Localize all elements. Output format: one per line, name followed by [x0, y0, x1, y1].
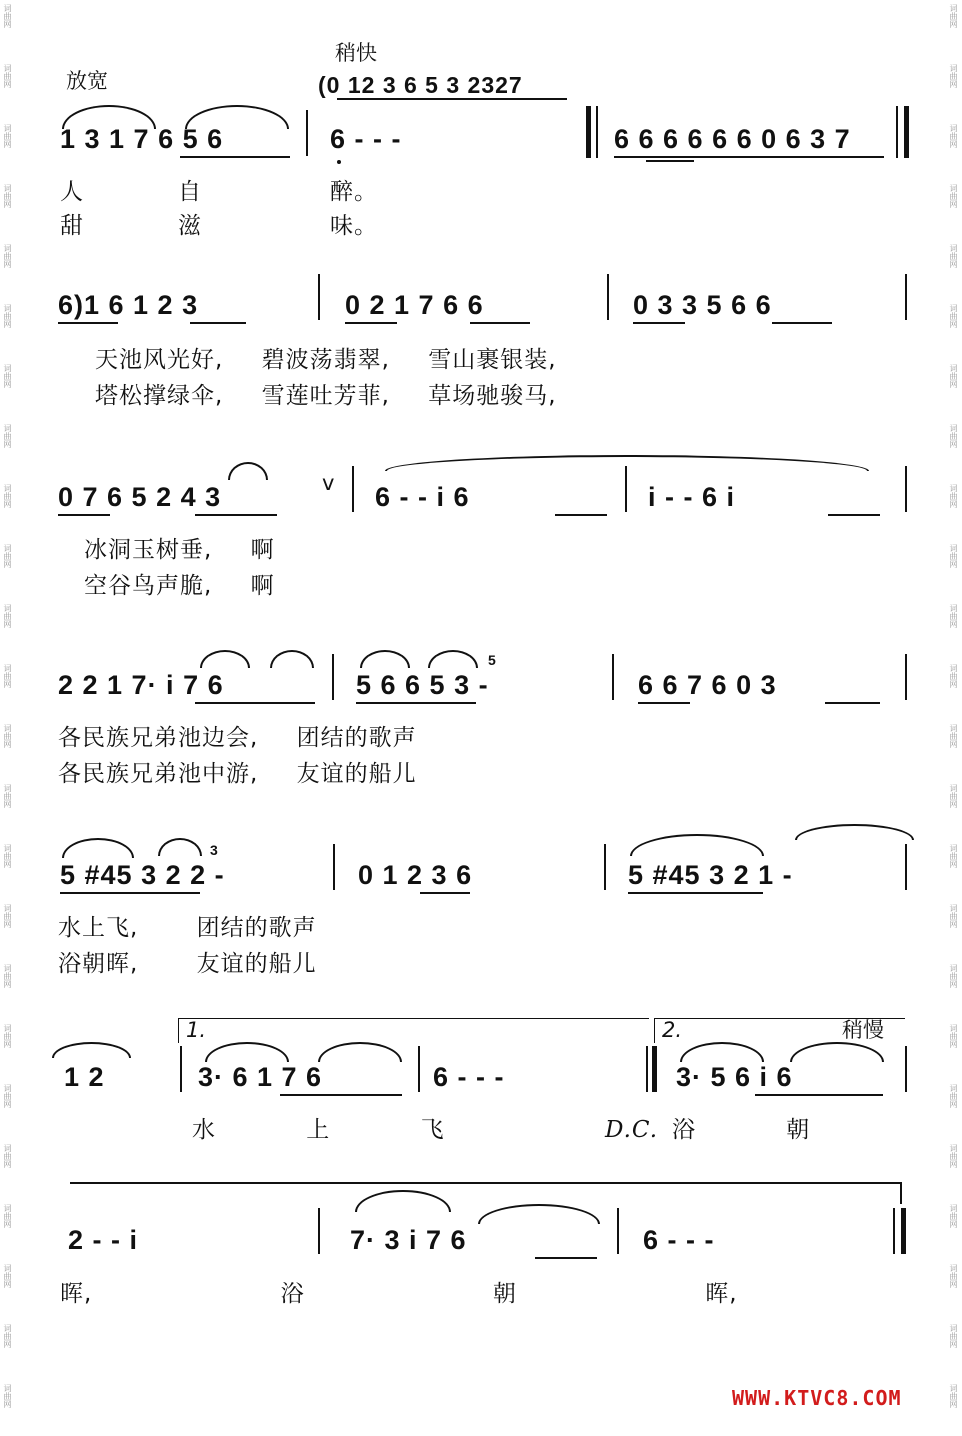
- volta-2-label: 2.: [662, 1018, 683, 1042]
- tie: [385, 455, 869, 471]
- lyric-line: 各民族兄弟池中游, 友谊的船儿: [58, 761, 417, 787]
- slur: [200, 650, 250, 668]
- side-watermark-text: 词曲网: [3, 1264, 12, 1288]
- side-watermark-text: 词曲网: [3, 4, 12, 28]
- side-watermark-text: 词曲网: [3, 664, 12, 688]
- side-watermark-text: 词曲网: [949, 304, 958, 328]
- repeat-end-thin: [896, 106, 898, 158]
- s1-measure-2: 6 - - -: [330, 124, 402, 154]
- side-watermark-text: 词曲网: [949, 184, 958, 208]
- low-octave-dot: [337, 160, 341, 164]
- beam: [195, 514, 277, 516]
- lyric-line: 空谷鸟声脆, 啊: [84, 573, 275, 599]
- side-watermark-text: 词曲网: [949, 64, 958, 88]
- side-watermark-text: 词曲网: [3, 1384, 12, 1408]
- tempo-slower: 稍慢: [842, 1018, 884, 1042]
- s7-measure-1: 2 - - i: [68, 1225, 139, 1255]
- side-watermark-text: 词曲网: [3, 424, 12, 448]
- barline: [905, 654, 907, 700]
- side-watermark-text: 词曲网: [949, 904, 958, 928]
- side-watermark-text: 词曲网: [3, 544, 12, 568]
- s4-measure-2: 5 6 6 5 3 -: [356, 670, 489, 700]
- lyric-line: 味。: [330, 213, 378, 239]
- slur: [205, 1042, 289, 1062]
- side-watermark-text: 词曲网: [3, 844, 12, 868]
- beam: [470, 322, 530, 324]
- side-watermark-text: 词曲网: [949, 1084, 958, 1108]
- tempo-faster: 稍快: [335, 41, 377, 65]
- tempo-broaden: 放宽: [66, 69, 108, 93]
- lyric-line: 天池风光好, 碧波荡翡翠, 雪山裹银装,: [95, 347, 557, 373]
- volta-1: [178, 1018, 649, 1043]
- side-watermark-text: 词曲网: [949, 964, 958, 988]
- side-watermark-text: 词曲网: [3, 124, 12, 148]
- s4-measure-3: 6 6 7 6 0 3: [638, 670, 777, 700]
- beam: [190, 322, 246, 324]
- slur: [62, 838, 134, 858]
- lyric-line: 冰洞玉树垂, 啊: [84, 537, 275, 563]
- beam: [535, 1257, 597, 1259]
- beam: [638, 702, 690, 704]
- right-side-watermark: [946, 0, 962, 1436]
- side-watermark-text: 词曲网: [3, 304, 12, 328]
- volta-1-label: 1.: [186, 1018, 207, 1042]
- repeat-end-thick: [904, 106, 909, 158]
- beam: [755, 1094, 883, 1096]
- s5-measure-3: 5 #45 3 2 1 -: [628, 860, 793, 890]
- breath-mark: v: [322, 471, 335, 495]
- s7-measure-3: 6 - - -: [643, 1225, 715, 1255]
- side-watermark-text: 词曲网: [949, 484, 958, 508]
- side-watermark-text: 词曲网: [949, 244, 958, 268]
- grace-note: 3: [210, 842, 219, 858]
- barline: [318, 1208, 320, 1254]
- beam: [420, 892, 470, 894]
- beam: [58, 322, 118, 324]
- lyric-line: 滋: [178, 213, 202, 239]
- side-watermark-text: 词曲网: [3, 364, 12, 388]
- lyric-line: 甜: [60, 213, 84, 239]
- slur: [790, 1042, 884, 1062]
- side-watermark-text: 词曲网: [3, 484, 12, 508]
- beam: [195, 702, 315, 704]
- repeat-start-thin: [596, 106, 598, 158]
- tie: [52, 1042, 131, 1058]
- s2-measure-1: 6)1 6 1 2 3: [58, 290, 199, 320]
- side-watermark-text: 词曲网: [3, 604, 12, 628]
- beam: [58, 514, 110, 516]
- beam: [825, 702, 880, 704]
- lyric-line: 浴 朝: [672, 1117, 811, 1143]
- barline: [333, 844, 335, 890]
- repeat-end-thin: [646, 1046, 648, 1092]
- intro-phrase: (0 12 3 6 5 3 2327: [318, 72, 523, 98]
- side-watermark-text: 词曲网: [949, 1384, 958, 1408]
- side-watermark-text: 词曲网: [949, 544, 958, 568]
- da-capo-mark: D.C.: [605, 1117, 659, 1143]
- s7-measure-2: 7· 3 i 7 6: [350, 1225, 467, 1255]
- lyric-line: 塔松撑绿伞, 雪莲吐芳菲, 草场驰骏马,: [95, 383, 557, 409]
- slur: [680, 1042, 764, 1062]
- barline: [905, 844, 907, 890]
- beam: [356, 702, 476, 704]
- side-watermark-text: 词曲网: [949, 4, 958, 28]
- side-watermark-text: 词曲网: [3, 964, 12, 988]
- beam: [180, 156, 290, 158]
- side-watermark-text: 词曲网: [949, 664, 958, 688]
- s6-measure-4: 3· 5 6 i 6: [676, 1062, 793, 1092]
- side-watermark-text: 词曲网: [949, 724, 958, 748]
- side-watermark-text: 词曲网: [949, 364, 958, 388]
- final-barline-thick: [901, 1208, 906, 1254]
- side-watermark-text: 词曲网: [3, 64, 12, 88]
- beam: [828, 514, 880, 516]
- side-watermark-text: 词曲网: [3, 904, 12, 928]
- barline: [905, 466, 907, 512]
- barline: [332, 654, 334, 700]
- barline: [604, 844, 606, 890]
- slur: [630, 834, 764, 856]
- tie: [70, 1182, 902, 1204]
- beam: [614, 156, 884, 158]
- side-watermark-text: 词曲网: [3, 1204, 12, 1228]
- side-watermark-text: 词曲网: [949, 1324, 958, 1348]
- slur: [228, 462, 268, 480]
- side-watermark-text: 词曲网: [949, 424, 958, 448]
- barline: [306, 110, 308, 156]
- lyric-line: 晖, 浴 朝 晖,: [60, 1281, 738, 1307]
- s1-measure-3: 6 6 6 6 6 6 0 6 3 7: [614, 124, 851, 154]
- beam: [633, 322, 685, 324]
- side-watermark-text: 词曲网: [949, 1264, 958, 1288]
- s4-measure-1: 2 2 1 7· i 7 6: [58, 670, 224, 700]
- barline: [418, 1046, 420, 1092]
- lyric-line: 浴朝晖, 友谊的船儿: [58, 951, 317, 977]
- beam: [628, 892, 763, 894]
- left-side-watermark: [0, 0, 16, 1436]
- side-watermark-text: 词曲网: [949, 1204, 958, 1228]
- barline: [607, 274, 609, 320]
- s6-measure-3: 6 - - -: [433, 1062, 505, 1092]
- s6-measure-2: 3· 6 1 7 6: [198, 1062, 323, 1092]
- side-watermark-text: 词曲网: [949, 124, 958, 148]
- slur: [318, 1042, 402, 1062]
- side-watermark-text: 词曲网: [3, 1024, 12, 1048]
- side-watermark-text: 词曲网: [3, 784, 12, 808]
- barline: [905, 1046, 907, 1092]
- side-watermark-text: 词曲网: [949, 604, 958, 628]
- side-watermark-text: 词曲网: [3, 724, 12, 748]
- s5-measure-1: 5 #45 3 2 2 -: [60, 860, 225, 890]
- beam: [280, 1094, 402, 1096]
- barline: [352, 466, 354, 512]
- site-watermark: WWW.KTVC8.COM: [732, 1386, 902, 1410]
- s2-measure-2: 0 2 1 7 6 6: [345, 290, 484, 320]
- s3-measure-2: 6 - - i 6: [375, 482, 470, 512]
- s3-measure-1: 0 7 6 5 2 4 3: [58, 482, 222, 512]
- barline: [617, 1208, 619, 1254]
- tie: [795, 824, 914, 840]
- side-watermark-text: 词曲网: [3, 184, 12, 208]
- lyric-line: 水 上 飞: [192, 1117, 445, 1143]
- slur: [428, 650, 478, 668]
- beam: [345, 322, 397, 324]
- grace-note: 5: [488, 652, 497, 668]
- barline: [612, 654, 614, 700]
- s3-measure-3: i - - 6 i: [648, 482, 736, 512]
- lyric-line: 醉。: [330, 179, 378, 205]
- intro-underline: [337, 98, 567, 100]
- lyric-line: 水上飞, 团结的歌声: [58, 915, 317, 941]
- side-watermark-text: 词曲网: [3, 1084, 12, 1108]
- side-watermark-text: 词曲网: [949, 844, 958, 868]
- side-watermark-text: 词曲网: [949, 784, 958, 808]
- barline: [905, 274, 907, 320]
- barline: [318, 274, 320, 320]
- slur: [158, 838, 202, 856]
- beam: [60, 892, 200, 894]
- beam: [555, 514, 607, 516]
- repeat-start-thick: [586, 106, 591, 158]
- side-watermark-text: 词曲网: [3, 244, 12, 268]
- slur: [270, 650, 314, 668]
- lyric-line: 自: [178, 179, 202, 205]
- beam: [772, 322, 832, 324]
- lyric-line: 人: [60, 179, 84, 205]
- slur: [478, 1204, 600, 1224]
- side-watermark-text: 词曲网: [3, 1144, 12, 1168]
- s5-measure-2: 0 1 2 3 6: [358, 860, 473, 890]
- s2-measure-3: 0 3 3 5 6 6: [633, 290, 772, 320]
- side-watermark-text: 词曲网: [3, 1324, 12, 1348]
- barline: [180, 1046, 182, 1092]
- side-watermark-text: 词曲网: [949, 1024, 958, 1048]
- beam: [646, 160, 694, 162]
- repeat-end-thick: [652, 1046, 657, 1092]
- s1-measure-1: 1 3 1 7 6 5 6: [60, 124, 224, 154]
- s6-measure-1: 1 2: [64, 1062, 105, 1092]
- side-watermark-text: 词曲网: [949, 1144, 958, 1168]
- final-barline-thin: [893, 1208, 895, 1254]
- lyric-line: 各民族兄弟池边会, 团结的歌声: [58, 725, 417, 751]
- barline: [625, 466, 627, 512]
- slur: [360, 650, 410, 668]
